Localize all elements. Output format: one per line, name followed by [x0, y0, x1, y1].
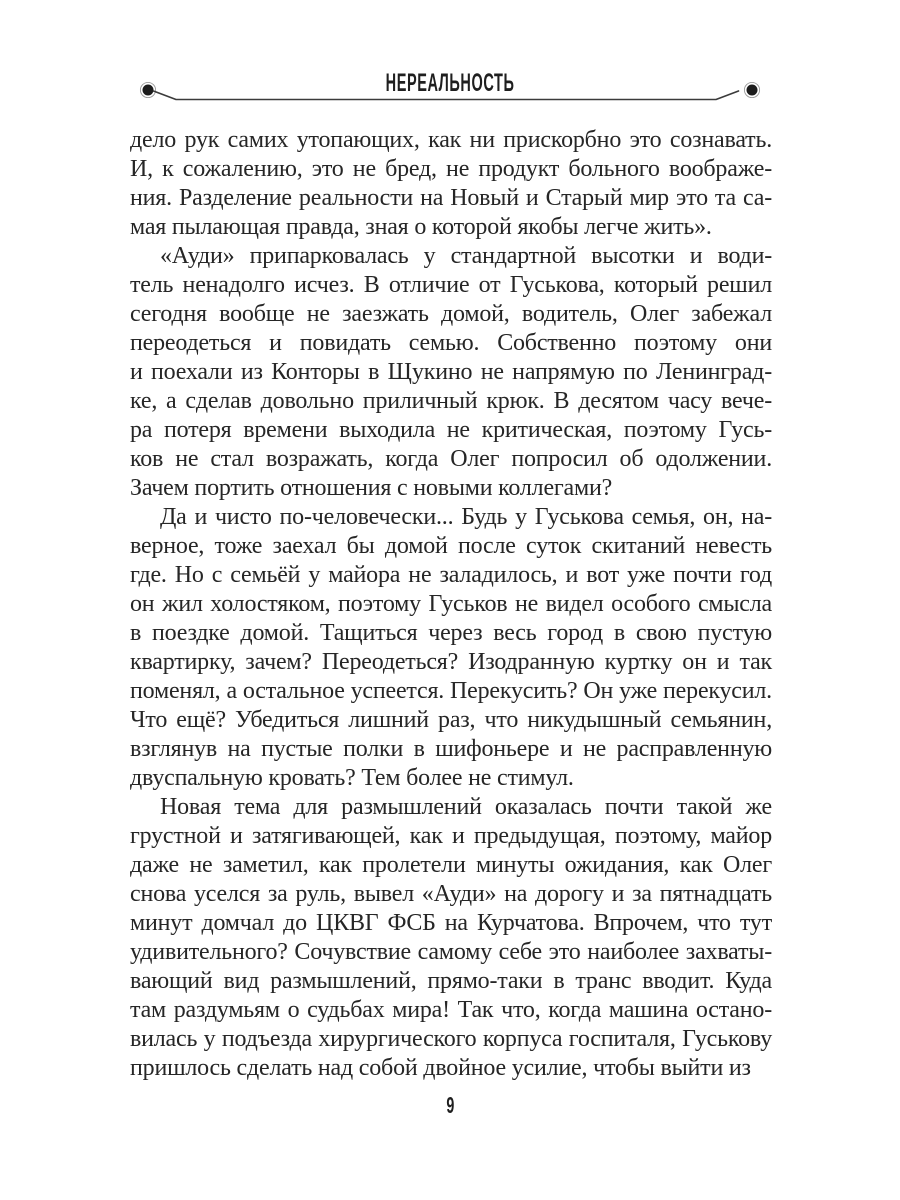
text-line: мая пылающая правда, зная о которой якобы легче жить». — [130, 214, 712, 240]
text-line: верное, тоже заехал бы домой после суток скитаний невесть — [130, 533, 772, 559]
running-title: НЕРЕАЛЬНОСТЬ — [385, 69, 515, 97]
text-line: двуспальную кровать? Тем более не стимул. — [130, 765, 574, 791]
text-line: удивительного? Сочувствие самому себе это наиболее захваты- — [130, 939, 772, 965]
text-line: И, к сожалению, это не бред, не продукт больного воображе- — [130, 156, 772, 182]
paragraph — [130, 126, 772, 242]
text-line: и поехали из Конторы в Щукино не напрямую по Ленинград- — [130, 359, 772, 385]
text-line: взглянув на пустые полки в шифоньере и не расправленную — [130, 736, 772, 762]
text-line: Что ещё? Убедиться лишний раз, что никудышный семьянин, — [130, 707, 772, 733]
text-line: вилась у подъезда хирургического корпуса госпиталя, Гуськову — [130, 1026, 772, 1052]
text-line: тель ненадолго исчез. В отличие от Гуськова, который решил — [130, 272, 772, 298]
text-line: вающий вид размышлений, прямо-таки в транс вводит. Куда — [130, 968, 772, 994]
text-line: «Ауди» припарковалась у стандартной высотки и води- — [160, 243, 772, 269]
text-line: ния. Разделение реальности на Новый и Старый мир это та са- — [130, 185, 772, 211]
text-line: ке, а сделав довольно приличный крюк. В десятом часу вече- — [130, 388, 772, 414]
page-text — [130, 126, 772, 1083]
text-line: поменял, а остальное успеется. Перекусить? Он уже перекусил. — [130, 678, 772, 704]
text-line: снова уселся за руль, вывел «Ауди» на дорогу и за пятнадцать — [130, 881, 772, 907]
text-line: дело рук самих утопающих, как ни прискорбно это сознавать. — [130, 127, 772, 153]
text-line: он жил холостяком, поэтому Гуськов не видел особого смысла — [130, 591, 772, 617]
page-number: 9 — [446, 1092, 454, 1118]
text-line: где. Но с семьёй у майора не заладилось, и вот уже почти год — [130, 562, 772, 588]
text-line: сегодня вообще не заезжать домой, водитель, Олег забежал — [130, 301, 772, 327]
text-line: Зачем портить отношения с новыми коллегами? — [130, 475, 613, 501]
text-line: грустной и затягивающей, как и предыдущая, поэтому, майор — [130, 823, 772, 849]
text-line: Новая тема для размышлений оказалась почти такой же — [160, 794, 772, 820]
page-header — [0, 0, 900, 120]
text-line: Да и чисто по-человечески... Будь у Гуськова семья, он, на- — [160, 504, 772, 530]
text-line: квартирку, зачем? Переодеться? Изодранную куртку он и так — [130, 649, 772, 675]
text-line: ков не стал возражать, когда Олег попросил об одолжении. — [130, 446, 772, 472]
text-line: минут домчал до ЦКВГ ФСБ на Курчатова. Впрочем, что тут — [130, 910, 772, 936]
paragraph — [130, 242, 772, 503]
text-line: переодеться и повидать семью. Собственно поэтому они — [130, 330, 772, 356]
paragraph — [130, 793, 772, 1083]
paragraph — [130, 503, 772, 793]
text-line: даже не заметил, как пролетели минуты ожидания, как Олег — [130, 852, 772, 878]
text-line: в поездке домой. Тащиться через весь город в свою пустую — [130, 620, 772, 646]
text-line: там раздумьям о судьбах мира! Так что, когда машина остано- — [130, 997, 772, 1023]
text-line: ра потеря времени выходила не критическая, поэтому Гусь- — [130, 417, 772, 443]
header-rule-ornament-icon — [0, 0, 900, 120]
text-line: пришлось сделать над собой двойное усилие, чтобы выйти из — [130, 1055, 751, 1081]
